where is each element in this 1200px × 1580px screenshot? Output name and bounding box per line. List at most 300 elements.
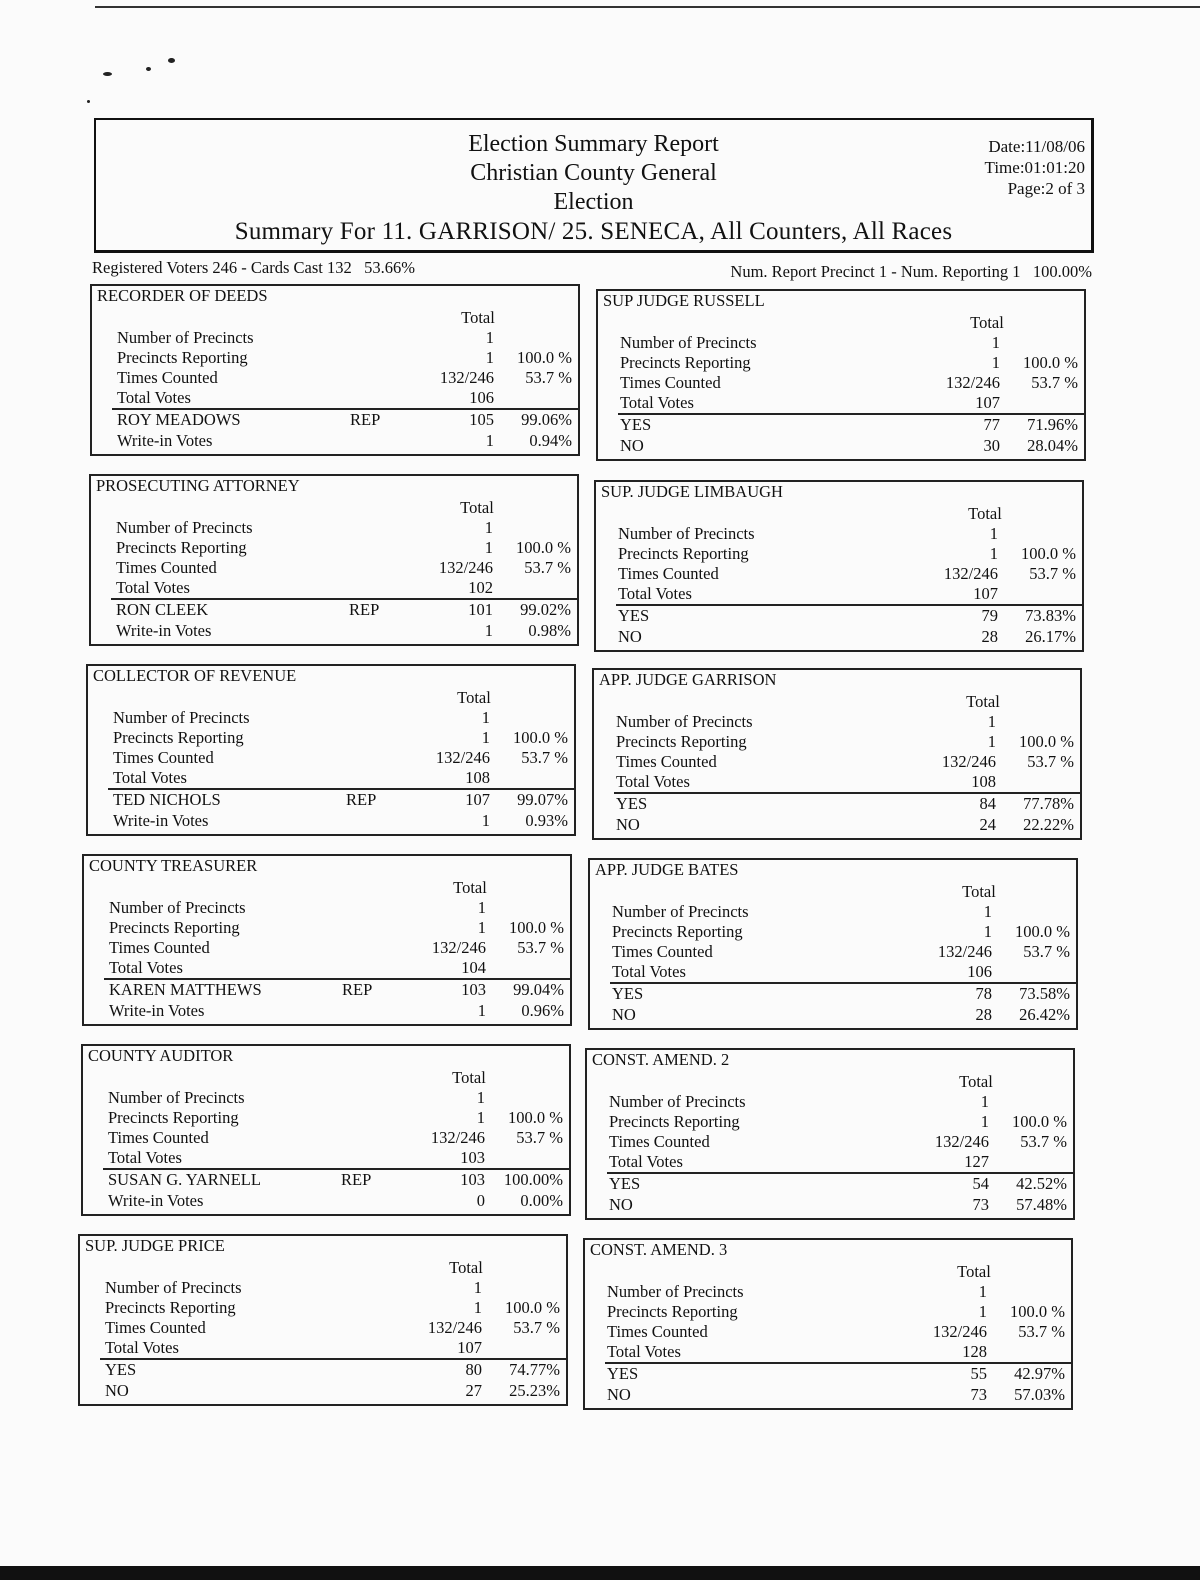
- times-counted-percent: 53.7 %: [524, 558, 571, 577]
- choice-votes: 1: [484, 621, 493, 640]
- times-counted-percent: 53.7 %: [1027, 752, 1074, 771]
- choice-votes: 101: [468, 600, 493, 619]
- number-of-precincts-label: Number of Precincts: [105, 1278, 242, 1297]
- choice-votes: 30: [983, 436, 1000, 455]
- registered-voters-stats: Registered Voters 246 - Cards Cast 132 53.66%: [92, 258, 415, 277]
- times-counted-value: 132/246: [435, 748, 490, 767]
- race-box: [81, 1044, 571, 1216]
- times-counted-label: Times Counted: [116, 558, 217, 577]
- number-of-precincts-label: Number of Precincts: [620, 333, 757, 352]
- number-of-precincts-value: 1: [991, 333, 1000, 352]
- precincts-reporting-percent: 100.0 %: [508, 1108, 563, 1127]
- choice-percent: 0.00%: [520, 1191, 563, 1210]
- choice-votes: 1: [481, 811, 490, 830]
- times-counted-percent: 53.7 %: [1029, 564, 1076, 583]
- choice-percent: 77.78%: [1023, 794, 1074, 813]
- total-votes-row: [590, 962, 1076, 982]
- times-counted-value: 132/246: [943, 564, 998, 583]
- choice-label: YES: [609, 1174, 641, 1193]
- precincts-reporting-value: 1: [983, 922, 992, 941]
- scan-speck: [103, 72, 112, 76]
- precincts-reporting-percent: 100.0 %: [1019, 732, 1074, 751]
- number-of-precincts-row: [84, 898, 570, 918]
- choice-percent: 42.52%: [1016, 1174, 1067, 1193]
- precincts-reporting-row: [596, 544, 1082, 564]
- choice-votes: 80: [465, 1360, 482, 1379]
- times-counted-row: [587, 1132, 1073, 1152]
- choice-votes: 54: [972, 1174, 989, 1193]
- total-votes-label: Total Votes: [609, 1152, 683, 1171]
- choice-votes: 77: [983, 415, 1000, 434]
- total-votes-value: 127: [964, 1152, 989, 1171]
- result-row: [91, 621, 577, 641]
- number-of-precincts-label: Number of Precincts: [113, 708, 250, 727]
- total-votes-label: Total Votes: [116, 578, 190, 597]
- choice-votes: 24: [979, 815, 996, 834]
- precincts-reporting-percent: 100.0 %: [1015, 922, 1070, 941]
- number-of-precincts-label: Number of Precincts: [618, 524, 755, 543]
- precincts-reporting-row: [83, 1108, 569, 1128]
- number-of-precincts-value: 1: [477, 898, 486, 917]
- times-counted-label: Times Counted: [113, 748, 214, 767]
- precincts-reporting-row: [590, 922, 1076, 942]
- total-column-header: Total: [966, 692, 1000, 711]
- precinct-reporting-stats: Num. Report Precinct 1 - Num. Reporting 1 100.00%: [730, 262, 1092, 281]
- number-of-precincts-value: 1: [983, 902, 992, 921]
- race-title: RECORDER OF DEEDS: [97, 286, 268, 305]
- choice-label: YES: [105, 1360, 137, 1379]
- times-counted-label: Times Counted: [607, 1322, 708, 1341]
- total-votes-label: Total Votes: [117, 388, 191, 407]
- precincts-reporting-label: Precincts Reporting: [609, 1112, 740, 1131]
- choice-label: RON CLEEK: [116, 600, 209, 619]
- choice-votes: 73: [972, 1195, 989, 1214]
- race-title: APP. JUDGE GARRISON: [599, 670, 777, 689]
- result-row: [598, 436, 1084, 456]
- precincts-reporting-row: [88, 728, 574, 748]
- total-votes-label: Total Votes: [616, 772, 690, 791]
- number-of-precincts-row: [92, 328, 578, 348]
- race-box: [90, 284, 580, 456]
- choice-percent: 42.97%: [1014, 1364, 1065, 1383]
- times-counted-row: [92, 368, 578, 388]
- number-of-precincts-row: [590, 902, 1076, 922]
- total-votes-value: 106: [469, 388, 494, 407]
- number-of-precincts-label: Number of Precincts: [616, 712, 753, 731]
- choice-percent: 99.02%: [520, 600, 571, 619]
- total-votes-label: Total Votes: [607, 1342, 681, 1361]
- choice-percent: 0.96%: [521, 1001, 564, 1020]
- choice-label: TED NICHOLS: [113, 790, 221, 809]
- race-title: COUNTY AUDITOR: [88, 1046, 234, 1065]
- precincts-reporting-value: 1: [978, 1302, 987, 1321]
- choice-percent: 0.94%: [529, 431, 572, 450]
- precincts-reporting-value: 1: [989, 544, 998, 563]
- precincts-reporting-label: Precincts Reporting: [616, 732, 747, 751]
- number-of-precincts-label: Number of Precincts: [109, 898, 246, 917]
- choice-votes: 79: [981, 606, 998, 625]
- total-votes-value: 107: [975, 393, 1000, 412]
- total-votes-value: 102: [468, 578, 493, 597]
- choice-votes: 27: [465, 1381, 482, 1400]
- precincts-reporting-value: 1: [477, 918, 486, 937]
- scan-speck: [87, 100, 90, 103]
- precincts-reporting-row: [91, 538, 577, 558]
- choice-percent: 26.17%: [1025, 627, 1076, 646]
- race-title: COUNTY TREASURER: [89, 856, 258, 875]
- times-counted-label: Times Counted: [108, 1128, 209, 1147]
- precincts-reporting-row: [585, 1302, 1071, 1322]
- total-votes-row: [92, 388, 578, 408]
- result-row: [88, 811, 574, 831]
- race-title: COLLECTOR OF REVENUE: [93, 666, 297, 685]
- total-votes-value: 108: [971, 772, 996, 791]
- scan-bottom-edge: [0, 1566, 1200, 1580]
- total-votes-row: [80, 1338, 566, 1358]
- number-of-precincts-row: [585, 1282, 1071, 1302]
- result-row: [80, 1360, 566, 1380]
- precincts-reporting-row: [92, 348, 578, 368]
- party-label: REP: [346, 790, 377, 809]
- result-row: [91, 600, 577, 620]
- precincts-reporting-value: 1: [987, 732, 996, 751]
- choice-percent: 100.00%: [503, 1170, 563, 1189]
- choice-label: NO: [609, 1195, 633, 1214]
- result-row: [92, 431, 578, 451]
- number-of-precincts-row: [596, 524, 1082, 544]
- race-box: [78, 1234, 568, 1406]
- result-row: [594, 815, 1080, 835]
- report-page: Page:2 of 3: [1007, 179, 1085, 198]
- report-titles: [96, 130, 1091, 246]
- times-counted-value: 132/246: [934, 1132, 989, 1151]
- precincts-reporting-percent: 100.0 %: [517, 348, 572, 367]
- number-of-precincts-label: Number of Precincts: [108, 1088, 245, 1107]
- choice-votes: 1: [477, 1001, 486, 1020]
- number-of-precincts-row: [91, 518, 577, 538]
- number-of-precincts-label: Number of Precincts: [116, 518, 253, 537]
- choice-percent: 71.96%: [1027, 415, 1078, 434]
- choice-label: YES: [620, 415, 652, 434]
- choice-votes: 55: [970, 1364, 987, 1383]
- choice-percent: 74.77%: [509, 1360, 560, 1379]
- result-row: [598, 415, 1084, 435]
- choice-votes: 103: [460, 1170, 485, 1189]
- choice-percent: 26.42%: [1019, 1005, 1070, 1024]
- times-counted-row: [596, 564, 1082, 584]
- precincts-reporting-percent: 100.0 %: [505, 1298, 560, 1317]
- choice-label: SUSAN G. YARNELL: [108, 1170, 261, 1189]
- race-title: CONST. AMEND. 2: [592, 1050, 730, 1069]
- times-counted-row: [84, 938, 570, 958]
- party-label: REP: [350, 410, 381, 429]
- times-counted-value: 132/246: [932, 1322, 987, 1341]
- report-summary: Summary For 11. GARRISON/ 25. SENECA, All Counters, All Races: [234, 218, 953, 245]
- number-of-precincts-row: [594, 712, 1080, 732]
- result-row: [84, 980, 570, 1000]
- total-column-header: Total: [957, 1262, 991, 1281]
- precincts-reporting-value: 1: [476, 1108, 485, 1127]
- total-votes-row: [587, 1152, 1073, 1172]
- times-counted-value: 132/246: [941, 752, 996, 771]
- number-of-precincts-value: 1: [476, 1088, 485, 1107]
- precincts-reporting-label: Precincts Reporting: [116, 538, 247, 557]
- race-box: [594, 480, 1084, 652]
- choice-percent: 0.93%: [525, 811, 568, 830]
- number-of-precincts-row: [587, 1092, 1073, 1112]
- result-row: [80, 1381, 566, 1401]
- race-title: CONST. AMEND. 3: [590, 1240, 728, 1259]
- choice-percent: 28.04%: [1027, 436, 1078, 455]
- precincts-reporting-label: Precincts Reporting: [607, 1302, 738, 1321]
- report-county: Christian County General: [470, 160, 717, 186]
- race-box: [592, 668, 1082, 840]
- scan-speck: [168, 58, 175, 63]
- choice-label: NO: [607, 1385, 631, 1404]
- number-of-precincts-value: 1: [989, 524, 998, 543]
- choice-votes: 78: [975, 984, 992, 1003]
- times-counted-label: Times Counted: [117, 368, 218, 387]
- precincts-reporting-value: 1: [485, 348, 494, 367]
- choice-votes: 84: [979, 794, 996, 813]
- result-row: [83, 1191, 569, 1211]
- race-box: [82, 854, 572, 1026]
- report-time: Time:01:01:20: [984, 158, 1085, 177]
- choice-percent: 73.83%: [1025, 606, 1076, 625]
- choice-percent: 99.07%: [517, 790, 568, 809]
- total-votes-row: [83, 1148, 569, 1168]
- precincts-reporting-row: [594, 732, 1080, 752]
- times-counted-percent: 53.7 %: [1031, 373, 1078, 392]
- report-date: Date:11/08/06: [988, 137, 1085, 156]
- choice-votes: 103: [461, 980, 486, 999]
- times-counted-percent: 53.7 %: [1020, 1132, 1067, 1151]
- number-of-precincts-value: 1: [978, 1282, 987, 1301]
- race-box: [585, 1048, 1075, 1220]
- precincts-reporting-row: [587, 1112, 1073, 1132]
- total-votes-label: Total Votes: [113, 768, 187, 787]
- times-counted-percent: 53.7 %: [521, 748, 568, 767]
- race-title: SUP. JUDGE LIMBAUGH: [601, 482, 783, 501]
- precincts-reporting-label: Precincts Reporting: [117, 348, 248, 367]
- choice-label: Write-in Votes: [108, 1191, 204, 1210]
- precincts-reporting-percent: 100.0 %: [1023, 353, 1078, 372]
- choice-label: ROY MEADOWS: [117, 410, 241, 429]
- number-of-precincts-value: 1: [473, 1278, 482, 1297]
- precincts-reporting-value: 1: [991, 353, 1000, 372]
- total-votes-label: Total Votes: [105, 1338, 179, 1357]
- total-votes-row: [84, 958, 570, 978]
- race-title: SUP JUDGE RUSSELL: [603, 291, 765, 310]
- party-label: REP: [341, 1170, 372, 1189]
- number-of-precincts-label: Number of Precincts: [117, 328, 254, 347]
- choice-label: YES: [612, 984, 644, 1003]
- result-row: [585, 1385, 1071, 1405]
- race-title: SUP. JUDGE PRICE: [85, 1236, 225, 1255]
- result-row: [594, 794, 1080, 814]
- report-election: Election: [553, 189, 634, 215]
- total-votes-row: [91, 578, 577, 598]
- result-row: [83, 1170, 569, 1190]
- scan-speck: [146, 67, 151, 71]
- precincts-reporting-value: 1: [484, 538, 493, 557]
- total-votes-row: [594, 772, 1080, 792]
- times-counted-label: Times Counted: [609, 1132, 710, 1151]
- times-counted-percent: 53.7 %: [513, 1318, 560, 1337]
- total-column-header: Total: [452, 1068, 486, 1087]
- total-votes-value: 128: [962, 1342, 987, 1361]
- race-title: APP. JUDGE BATES: [595, 860, 739, 879]
- choice-label: NO: [618, 627, 642, 646]
- total-votes-row: [596, 584, 1082, 604]
- report-meta: [985, 136, 1085, 199]
- choice-label: YES: [607, 1364, 639, 1383]
- choice-label: Write-in Votes: [116, 621, 212, 640]
- precincts-reporting-percent: 100.0 %: [1021, 544, 1076, 563]
- times-counted-row: [91, 558, 577, 578]
- scan-edge-line: [95, 6, 1200, 8]
- choice-label: Write-in Votes: [113, 811, 209, 830]
- times-counted-value: 132/246: [427, 1318, 482, 1337]
- times-counted-row: [590, 942, 1076, 962]
- times-counted-row: [88, 748, 574, 768]
- choice-label: NO: [620, 436, 644, 455]
- precincts-reporting-value: 1: [473, 1298, 482, 1317]
- times-counted-value: 132/246: [945, 373, 1000, 392]
- choice-percent: 57.03%: [1014, 1385, 1065, 1404]
- number-of-precincts-value: 1: [485, 328, 494, 347]
- times-counted-label: Times Counted: [109, 938, 210, 957]
- total-votes-value: 103: [460, 1148, 485, 1167]
- total-votes-label: Total Votes: [618, 584, 692, 603]
- total-votes-value: 107: [457, 1338, 482, 1357]
- precincts-reporting-label: Precincts Reporting: [105, 1298, 236, 1317]
- times-counted-label: Times Counted: [105, 1318, 206, 1337]
- total-votes-value: 107: [973, 584, 998, 603]
- total-column-header: Total: [968, 504, 1002, 523]
- total-votes-row: [585, 1342, 1071, 1362]
- report-header: [94, 118, 1094, 253]
- precincts-reporting-label: Precincts Reporting: [618, 544, 749, 563]
- total-votes-value: 106: [967, 962, 992, 981]
- number-of-precincts-row: [80, 1278, 566, 1298]
- total-votes-label: Total Votes: [620, 393, 694, 412]
- number-of-precincts-label: Number of Precincts: [612, 902, 749, 921]
- number-of-precincts-label: Number of Precincts: [609, 1092, 746, 1111]
- times-counted-percent: 53.7 %: [516, 1128, 563, 1147]
- choice-votes: 28: [975, 1005, 992, 1024]
- times-counted-value: 132/246: [439, 368, 494, 387]
- times-counted-percent: 53.7 %: [1018, 1322, 1065, 1341]
- times-counted-row: [83, 1128, 569, 1148]
- choice-votes: 28: [981, 627, 998, 646]
- times-counted-label: Times Counted: [620, 373, 721, 392]
- result-row: [92, 410, 578, 430]
- total-column-header: Total: [959, 1072, 993, 1091]
- total-votes-label: Total Votes: [108, 1148, 182, 1167]
- precincts-reporting-percent: 100.0 %: [516, 538, 571, 557]
- total-column-header: Total: [970, 313, 1004, 332]
- race-box: [583, 1238, 1073, 1410]
- result-row: [596, 606, 1082, 626]
- result-row: [587, 1195, 1073, 1215]
- choice-percent: 22.22%: [1023, 815, 1074, 834]
- times-counted-row: [598, 373, 1084, 393]
- precincts-reporting-label: Precincts Reporting: [620, 353, 751, 372]
- choice-label: Write-in Votes: [117, 431, 213, 450]
- race-box: [596, 289, 1086, 461]
- number-of-precincts-row: [83, 1088, 569, 1108]
- choice-percent: 57.48%: [1016, 1195, 1067, 1214]
- report-title: Election Summary Report: [468, 131, 719, 157]
- choice-votes: 0: [476, 1191, 485, 1210]
- result-row: [587, 1174, 1073, 1194]
- choice-label: Write-in Votes: [109, 1001, 205, 1020]
- total-column-header: Total: [453, 878, 487, 897]
- race-box: [86, 664, 576, 836]
- result-row: [84, 1001, 570, 1021]
- choice-label: YES: [618, 606, 650, 625]
- precincts-reporting-percent: 100.0 %: [509, 918, 564, 937]
- choice-percent: 99.04%: [513, 980, 564, 999]
- precincts-reporting-label: Precincts Reporting: [109, 918, 240, 937]
- choice-percent: 25.23%: [509, 1381, 560, 1400]
- choice-votes: 1: [485, 431, 494, 450]
- number-of-precincts-value: 1: [484, 518, 493, 537]
- precincts-reporting-label: Precincts Reporting: [108, 1108, 239, 1127]
- result-row: [88, 790, 574, 810]
- total-column-header: Total: [460, 498, 494, 517]
- total-votes-label: Total Votes: [612, 962, 686, 981]
- choice-percent: 99.06%: [521, 410, 572, 429]
- result-row: [596, 627, 1082, 647]
- race-box: [89, 474, 579, 646]
- result-row: [590, 984, 1076, 1004]
- choice-percent: 73.58%: [1019, 984, 1070, 1003]
- number-of-precincts-row: [598, 333, 1084, 353]
- choice-votes: 107: [465, 790, 490, 809]
- number-of-precincts-value: 1: [481, 708, 490, 727]
- precincts-reporting-row: [80, 1298, 566, 1318]
- times-counted-value: 132/246: [431, 938, 486, 957]
- party-label: REP: [349, 600, 380, 619]
- precincts-reporting-value: 1: [481, 728, 490, 747]
- total-votes-value: 108: [465, 768, 490, 787]
- times-counted-row: [80, 1318, 566, 1338]
- choice-label: NO: [612, 1005, 636, 1024]
- choice-label: NO: [616, 815, 640, 834]
- times-counted-label: Times Counted: [618, 564, 719, 583]
- precincts-reporting-value: 1: [980, 1112, 989, 1131]
- total-column-header: Total: [461, 308, 495, 327]
- times-counted-value: 132/246: [937, 942, 992, 961]
- precincts-reporting-row: [598, 353, 1084, 373]
- precincts-reporting-row: [84, 918, 570, 938]
- times-counted-value: 132/246: [438, 558, 493, 577]
- total-column-header: Total: [962, 882, 996, 901]
- precincts-reporting-label: Precincts Reporting: [113, 728, 244, 747]
- result-row: [590, 1005, 1076, 1025]
- party-label: REP: [342, 980, 373, 999]
- total-votes-row: [598, 393, 1084, 413]
- choice-votes: 73: [970, 1385, 987, 1404]
- total-column-header: Total: [449, 1258, 483, 1277]
- total-votes-label: Total Votes: [109, 958, 183, 977]
- number-of-precincts-row: [88, 708, 574, 728]
- number-of-precincts-value: 1: [980, 1092, 989, 1111]
- race-title: PROSECUTING ATTORNEY: [96, 476, 300, 495]
- precincts-reporting-percent: 100.0 %: [1012, 1112, 1067, 1131]
